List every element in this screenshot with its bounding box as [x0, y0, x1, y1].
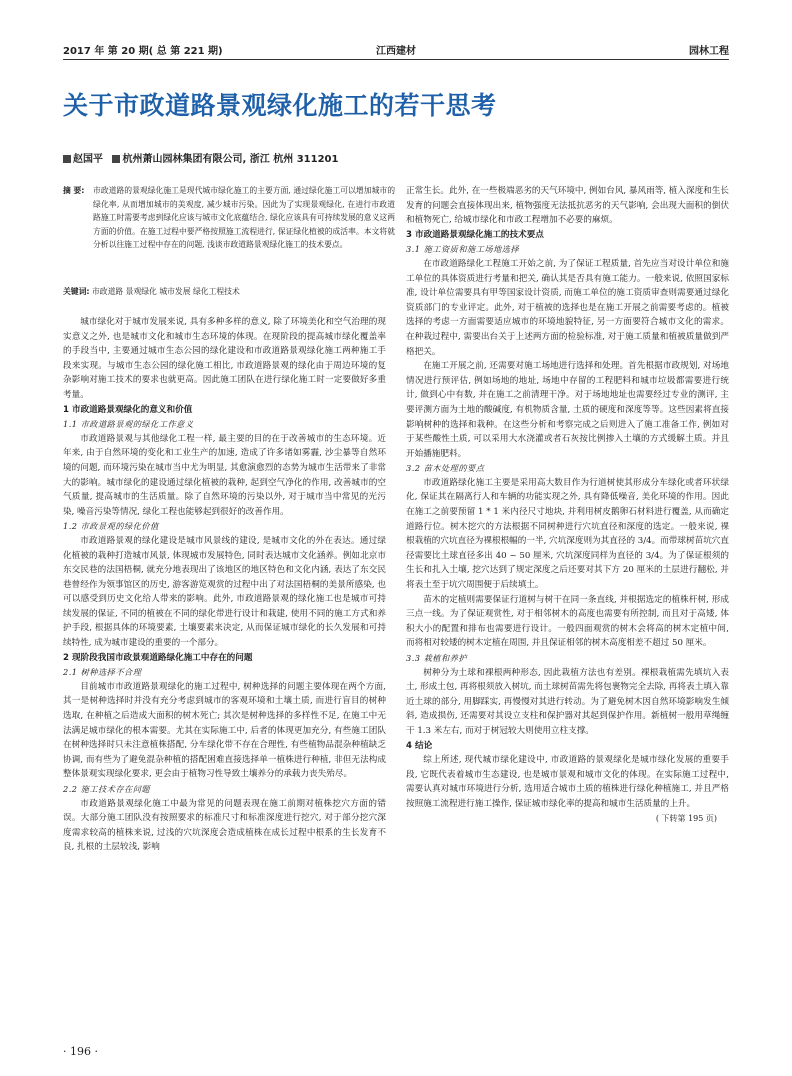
body-paragraph: 目前城市市政道路景观绿化的施工过程中, 树种选择的问题主要体现在两个方面, 其一是树种选择时并没有充分考虑到城市的客观环境和土壤土质, 而进行盲目的树种选取, 在种植之后造成大面积的树木死亡; 其次是树种选择的多样性不足, 在施工中无法满足城市绿化的根本需要。尤其在实际施工中, 后者的体现更加充分, 有些施工团队在树种选择时只未注意植株搭配, 分车绿化带不存在合理性, 有些植物品混杂种植缺乏协调, 而有些为了避免混杂种植的搭配困难直接选择单一植株进行种植, 非但无法构成整体景观实现绿化要求, 更会由于植物习性导致土壤养分的承载力丧失殆尽。: [63, 681, 386, 780]
section-heading: 3 市政道路景观绿化施工的技术要点: [406, 229, 544, 240]
journal-name: 江西建材: [376, 46, 416, 57]
author-line: [63, 150, 729, 165]
section-heading: 2 现阶段我国市政景观道路绿化施工中存在的问题: [63, 652, 253, 663]
section-name: 园林工程: [689, 46, 729, 57]
abstract-text: 市政道路的景观绿化施工是现代城市绿化施工的主要方面, 通过绿化施工可以增加城市的绿化率, 从而增加城市的美观度, 减少城市污染。因此为了实现景观绿化, 在进行市政道路施工时需要考虑到绿化应该与城市文化底蕴结合, 绿化应该具有可持续发展的意义这两方面的价值。在施工过程中要严格按照施工流程进行, 保证绿化植被的成活率。本文将就分析以往施工过程中存在的问题, 浅谈市政道路景观绿化施工的技术要点。: [93, 186, 395, 250]
bullet-square-icon: [63, 155, 71, 163]
body-paragraph: 城市绿化对于城市发展来说, 具有多种多样的意义, 除了环境美化和空气治理的现实意义之外, 也是城市文化和城市生态环境的体现。在现阶段的提高城市绿化覆盖率的手段当中, 主要通过城市生态公园的绿化建设和市政道路景观绿化施工两种施工手段来实现。与城市生态公园的绿化施工相比, 市政道路景观的绿化由于周边环境的复杂影响对施工技术的要求也就更高。因此施工团队在进行绿化施工时一定要做好多重考量。: [63, 317, 386, 400]
author-name: 赵国平: [73, 154, 103, 165]
body-paragraph: 综上所述, 现代城市绿化建设中, 市政道路的景观绿化是城市绿化发展的重要手段, 它既代表着城市生态建设, 也是城市景观和城市文化的体现。在实际施工过程中, 需要认真对城市环境进行分析, 选用适合城市土质的植株进行绿化种植施工, 并且严格按照施工流程进行施工操作, 保证城市绿化率的提高和城市生活质量的上升。: [406, 755, 729, 809]
keywords: [63, 285, 395, 298]
subsection-heading: 1.2 市政景观的绿化价值: [63, 521, 159, 532]
subsection-heading: 3.1 施工资质和施工场地选择: [406, 244, 520, 255]
section-heading: 4 结论: [406, 740, 433, 751]
subsection-heading: 2.2 施工技术存在问题: [63, 784, 151, 794]
author-affiliation: 杭州萧山园林集团有限公司, 浙江 杭州 311201: [122, 154, 339, 165]
keywords-label: 关键词:: [63, 287, 90, 296]
body-paragraph: 市政道路景观的绿化建设是城市风景线的建设, 是城市文化的外在表达。通过绿化植被的栽种打造城市风景, 体现城市发展特色, 同时表达城市文化涵养。例如北京市东交民巷的法国梧桐, 就充分地表现出了该地区的地区特色和文化内涵, 表达了东交民巷曾经作为领事馆区的历史, 游客游览观赏的过程中出了对法国梧桐的美景所感染, 也可以感受到历史文化给人带来的影响。此外, 市政道路景观的绿化施工也是城市可持续发展的保证, 不同的植被在不同的绿化带进行设计和栽建, 使用不同的施工方式和养护手段, 根据具体的环境要素, 土壤要素来决定, 从而保证城市绿化的长久发展和可持续特性, 成为城市建设的重要的一个部分。: [63, 535, 386, 649]
body-paragraph: 苗木的定植则需要保证行道树与树干在同一条直线, 并根据选定的植株杆树, 形成三点一线。为了保证观赏性, 对于相邻树木的高度也需要有所控制, 而且对于高矮, 体积大小的配置和排布也需要进行设计。一般四面观赏的树木会将高的树木定植中间, 而将相对较矮的树木定植在周围, 并且保证相邻的树木高度相差不超过 50 厘米。: [406, 594, 729, 649]
body-paragraph: 市政道路绿化施工主要是采用高大数目作为行道树使其形成分车绿化或者环状绿化, 保证其在隔离行人和车辆的功能实现之外, 具有降低噪音, 美化环境的作用。因此在施工之前要预留 1 * 1 米内径尺寸地块, 并利用树皮鹅卵石材料进行覆盖, 从而确定道路行位。树木挖穴的方法根据不同树种进行穴坑直径和深度的选定。一般来说, 裸根栽植的穴坑直径为裸根根幅的一半, 穴坑深度则为其直径的 3/4。而带球树苗坑穴直径需要比土球直径多出 40 ~ 50 厘米, 穴坑深度同样为直径的 3/4。为了保证根须的生长和扎入土壤, 挖穴达到了规定深度之后还要对其下方 20 厘米的土层进行翻松, 并将表土至于坑穴周围便于后续填土。: [406, 477, 729, 591]
abstract-label: 摘 要:: [63, 186, 85, 195]
section-heading: 1 市政道路景观绿化的意义和价值: [63, 404, 193, 415]
article-title: 关于市政道路景观绿化施工的若干思考: [63, 91, 497, 120]
body-paragraph: 市政道路景观绿化施工中最为常见的问题表现在施工前期对植株挖穴方面的错误。大部分施工团队没有按照要求的标准尺寸和标准深度进行挖穴, 对于部分挖穴深度需求较高的植株来说, 过浅的穴坑深度会造成植株在成长过程中根系的生长发育不良, 扎根的土层较浅, 影响: [63, 798, 386, 853]
body-paragraph: 树种分为土球和裸根两种形态, 因此栽植方法也有差别。裸根栽植需先填坑入表土, 形成土包, 再将根须放入树坑, 而土球树苗需先将包裹物完全去除, 再将表土填入靠近土球的部分, 用脚踩实, 再慢慢对其进行转动。为了避免树木因自然环境影响发生倾斜, 造成损伤, 还需要对其设立支柱和保护器对其起到保护作用。新植树一般用草绳缠干 1.3 米左右, 而对于树冠较大则使用立柱支撑。: [406, 667, 729, 736]
bullet-square-icon: [112, 155, 120, 163]
page-number: · 196 ·: [63, 1045, 98, 1058]
body-paragraph: 市政道路景观与其他绿化工程一样, 最主要的目的在于改善城市的生态环境。近年来, 由于自然环境的变化和工业生产的加速, 造成了许多诸如雾霾, 沙尘暴等自然环境的问题, 而环境污染在城市当中尤为明显, 其愈演愈烈的态势为城市生活带来了非常大的影响。城市绿化的建设通过绿化植被的栽种, 起到空气净化的作用, 改善城市的空气质量, 提高城市的生活质量。除了自然环境的污染以外, 对于城市当中常见的光污染, 噪音污染等情况, 绿化工程也能够起到很好的改善作用。: [63, 433, 386, 517]
continued-note: ( 下转第 195 页): [655, 813, 717, 823]
subsection-heading: 3.2 苗木处理的要点: [406, 463, 485, 474]
issue-info: 2017 年 第 20 期( 总 第 221 期): [63, 46, 223, 57]
subsection-heading: 2.1 树种选择不合理: [63, 667, 142, 678]
abstract: [63, 184, 395, 252]
body-paragraph: 在市政道路绿化工程施工开始之前, 为了保证工程质量, 首先应当对设计单位和施工单位的具体资质进行考量和把关, 确认其是否具有施工能力。一般来说, 依照国家标准, 设计单位需要具有甲等国家设计资质, 而施工单位的施工资质审查则需要通过绿化资质部门的专业评定。此外, 对于植被的选择也是在施工开展之前需要考虑的。植被选择的考虑一方面需要适应城市的环境地貌特征, 另一方面要符合城市文化的需求。在种栽过程中, 需要出台关于上述两方面的检验标准, 对于施工质量和植被质量做到严格把关。: [406, 258, 729, 357]
subsection-heading: 3.3 栽植和养护: [406, 653, 468, 663]
right-column: [406, 184, 729, 826]
body-paragraph: 正常生长。此外, 在一些极端恶劣的天气环境中, 例如台风, 暴风雨等, 植入深度和生长发育的问题会直接体现出来, 植物强度无法抵抗恶劣的天气影响, 会出现大面积的倒伏和植物死亡, 给城市绿化和市政工程增加不必要的麻烦。: [406, 186, 729, 226]
left-column: [63, 315, 386, 855]
subsection-heading: 1.1 市政道路景观的绿化工作意义: [63, 419, 194, 430]
header-rule: [63, 59, 729, 60]
running-header: [63, 42, 729, 58]
keywords-text: 市政道路 景观绿化 城市发展 绿化工程技术: [92, 287, 240, 296]
body-paragraph: 在施工开展之前, 还需要对施工场地进行选择和处理。首先根据市政规划, 对场地情况进行预评估, 例如场地的地址, 场地中存留的工程肥料和城市垃圾都需要进行统计, 做到心中有数, 并在施工之前清理干净。对于场地地址也需要经过专业的测评, 主要评测方面为土地的酸碱度, 有机物质含量, 土质的硬度和深度等等。这些因素将直接影响树种的选择和栽种。在这些分析和考察完成之后则进入了施工准备工作, 例如对于某些酸性土质, 可以采用大水浇灌或者石灰按比例掺入土壤的方式缓解土质。并且开始播施肥料。: [406, 361, 729, 459]
